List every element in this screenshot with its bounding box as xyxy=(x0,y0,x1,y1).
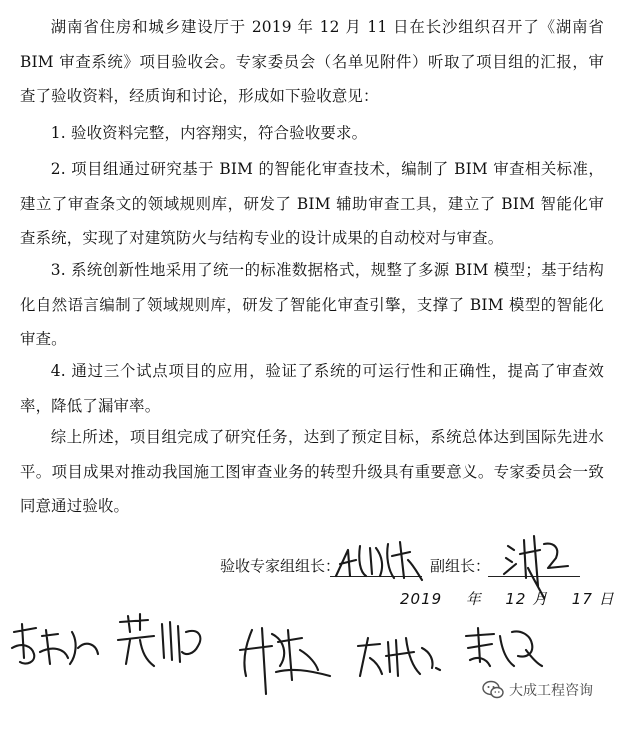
item-2: 2. 项目组通过研究基于 BIM 的智能化审查技术，编制了 BIM 审查相关标准，建立了审查条文的领域规则库，研发了 BIM 辅助审查工具，建立了 BIM 智能化审查系统，实现了对建筑防火与结构专业的设计成果的自动校对与审查。 xyxy=(20,160,604,247)
wechat-icon xyxy=(482,680,504,700)
leader-signature xyxy=(330,536,426,584)
date-year: 2019 xyxy=(400,590,443,608)
expert-signature-3 xyxy=(232,620,342,700)
intro-paragraph: 湖南省住房和城乡建设厅于 2019 年 12 月 11 日在长沙组织召开了《湖南省BIM 审查系统》项目验收会。专家委员会（名单见附件）听取了项目组的汇报，审查了验收资料，经质询和讨论，形成如下验收意见： xyxy=(20,18,604,105)
watermark xyxy=(478,678,597,702)
item-4: 4. 通过三个试点项目的应用，验证了系统的可运行性和正确性，提高了审查效率，降低了漏审率。 xyxy=(20,362,604,415)
expert-signature-5 xyxy=(460,622,546,674)
date-day: 17 xyxy=(571,590,593,608)
deputy-label: 副组长： xyxy=(430,557,491,575)
date-month: 12 xyxy=(505,590,527,608)
watermark-text: 大成工程咨询 xyxy=(509,683,593,699)
date-month-unit: 月 xyxy=(532,590,549,608)
item-3: 3. 系统创新性地采用了统一的标准数据格式，规整了多源 BIM 模型；基于结构化自然语言编制了领域规则库，研发了智能化审查引擎，支撑了 BIM 模型的智能化审查。 xyxy=(20,261,604,348)
leader-label: 验收专家组组长： xyxy=(220,557,341,575)
date-day-unit: 日 xyxy=(598,590,615,608)
expert-signature-2 xyxy=(110,612,210,674)
item-1: 1. 验收资料完整，内容翔实，符合验收要求。 xyxy=(50,124,368,142)
expert-signature-1 xyxy=(6,618,104,674)
date-year-unit: 年 xyxy=(465,590,482,608)
summary-paragraph: 综上所述，项目组完成了研究任务，达到了预定目标，系统总体达到国际先进水平。项目成果对推动我国施工图审查业务的转型升级具有重要意义。专家委员会一致同意通过验收。 xyxy=(20,428,604,515)
expert-signature-4 xyxy=(350,628,444,684)
signature-date xyxy=(400,588,615,609)
